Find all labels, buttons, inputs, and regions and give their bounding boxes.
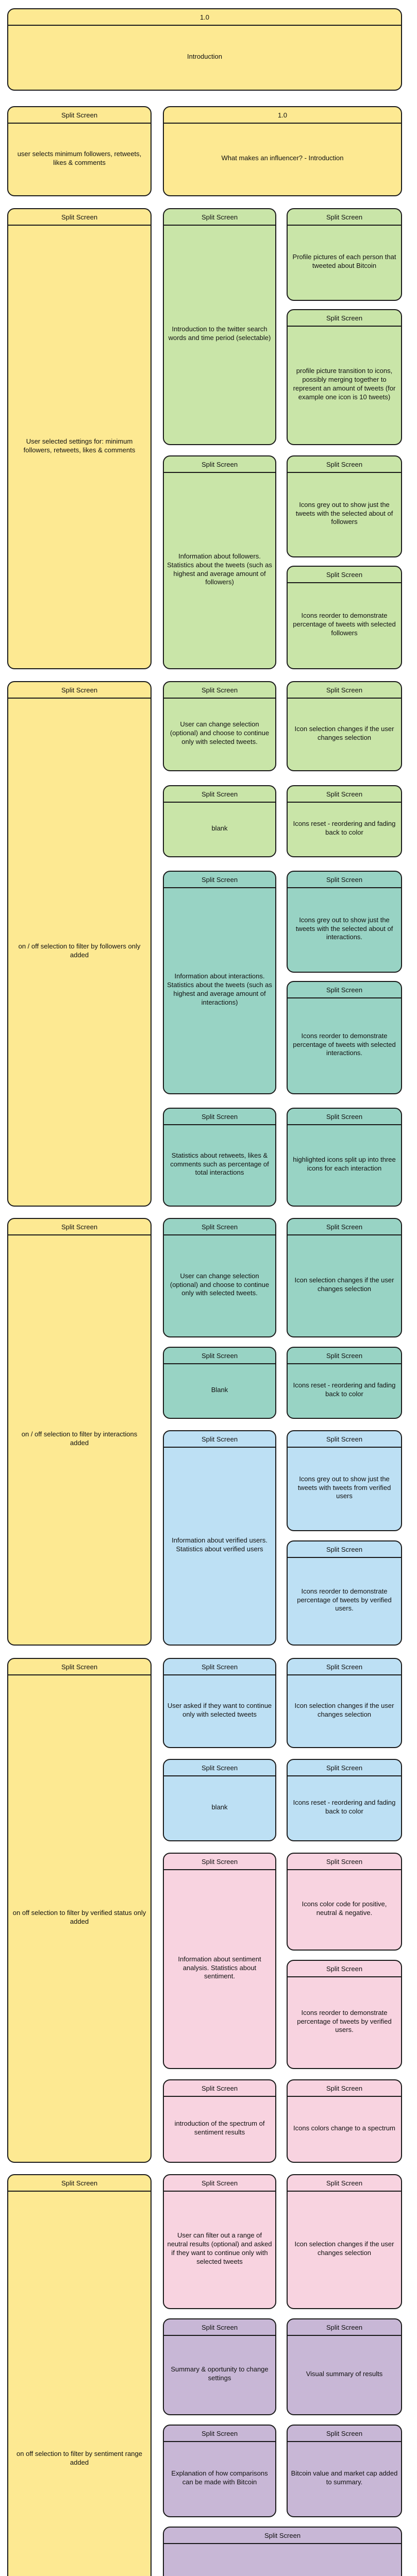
s2-cell-0-text: Introduction to the twitter search words and time period (selectable) xyxy=(168,325,271,342)
split-screen-header: Split Screen xyxy=(164,2528,401,2544)
s5-cell-3 xyxy=(287,1759,402,1841)
split-screen-header: Split Screen xyxy=(164,1659,275,1675)
s5-cell-2 xyxy=(163,1759,276,1841)
s2-cell-3-text: Information about followers. Statistics about the tweets (such as highest and average amount of followers) xyxy=(167,552,272,586)
split-screen-header: Split Screen xyxy=(164,2319,275,2336)
s6-left-panel xyxy=(7,2174,152,2576)
s3-cell-0 xyxy=(163,681,276,771)
split-screen-header: Split Screen xyxy=(164,872,275,888)
split-screen-header: Split Screen xyxy=(164,2080,275,2097)
split-screen-header: Split Screen xyxy=(164,1109,275,1125)
s2-cell-2 xyxy=(287,309,402,445)
s2-cell-4-text: Icons grey out to show just the tweets with the selected about of followers xyxy=(295,500,393,526)
s5-cell-6-text: Icons reorder to demonstrate percentage of tweets by verified users. xyxy=(297,2008,392,2034)
s6-cell-2 xyxy=(163,2318,276,2415)
s3-cell-0-text: User can change selection (optional) and choose to continue only with selected tweets. xyxy=(170,720,270,745)
version-header: 1.0 xyxy=(164,107,401,124)
s5-cell-0 xyxy=(163,1658,276,1748)
s2-cell-5-text: Icons reorder to demonstrate percentage of tweets with selected followers xyxy=(293,612,396,637)
split-screen-header: Split Screen xyxy=(288,1109,401,1125)
split-screen-header: Split Screen xyxy=(288,982,401,998)
s5-cell-8-text: Icons colors change to a spectrum xyxy=(293,2124,395,2132)
intro-box xyxy=(7,8,402,91)
s3-cell-1 xyxy=(287,681,402,771)
s4-cell-4-text: Information about verified users. Statistics about verified users xyxy=(172,1536,268,1553)
s6-cell-0-text: User can filter out a range of neutral results (optional) and asked if they want to continue only with selected tweets xyxy=(167,2231,272,2265)
split-screen-header: Split Screen xyxy=(288,1961,401,1977)
split-screen-header: Split Screen xyxy=(164,456,275,473)
version-header: 1.0 xyxy=(8,9,401,26)
s4-cell-0 xyxy=(163,1218,276,1337)
s5-cell-7 xyxy=(163,2079,276,2163)
s1-left-text: user selects minimum followers, retweets, likes & comments xyxy=(17,149,142,166)
s4-cell-4 xyxy=(163,1430,276,1646)
split-screen-header: Split Screen xyxy=(8,209,151,226)
s6-cell-6-text xyxy=(167,2544,398,2576)
s5-cell-1 xyxy=(287,1658,402,1748)
split-screen-header: Split Screen xyxy=(164,2426,275,2442)
s4-cell-5-text: Icons grey out to show just the tweets with tweets from verified users xyxy=(297,1475,391,1500)
split-screen-header: Split Screen xyxy=(164,1431,275,1448)
s3-cell-8-text: highlighted icons split up into three icons for each interaction xyxy=(293,1156,396,1172)
intro-title: Introduction xyxy=(187,52,222,60)
s3-cell-4-text: Information about interactions. Statistics about the tweets (such as highest and average amount of interactions) xyxy=(167,972,272,1006)
s5-cell-7-text: introduction of the spectrum of sentiment results xyxy=(174,2120,265,2136)
s4-cell-0-text: User can change selection (optional) and choose to continue only with selected tweets. xyxy=(170,1272,270,1297)
s5-cell-0-text: User asked if they want to continue only with selected tweets xyxy=(167,1701,272,1718)
split-screen-header: Split Screen xyxy=(8,1659,151,1675)
split-screen-header: Split Screen xyxy=(288,1854,401,1870)
split-screen-header: Split Screen xyxy=(288,1219,401,1235)
split-screen-header: Split Screen xyxy=(164,2175,275,2192)
split-screen-header: Split Screen xyxy=(164,786,275,803)
split-screen-header: Split Screen xyxy=(8,2175,151,2192)
s5-cell-6 xyxy=(287,1960,402,2069)
split-screen-header: Split Screen xyxy=(164,1219,275,1235)
s3-cell-1-text: Icon selection changes if the user changes selection xyxy=(294,724,394,741)
split-screen-header: Split Screen xyxy=(8,107,151,124)
s5-cell-4 xyxy=(163,1853,276,2069)
s2-cell-4 xyxy=(287,455,402,557)
s5-cell-2-text: blank xyxy=(211,1803,228,1811)
s5-cell-8 xyxy=(287,2079,402,2163)
s6-cell-3 xyxy=(287,2318,402,2415)
split-screen-header: Split Screen xyxy=(288,2080,401,2097)
s6-cell-6 xyxy=(163,2527,402,2576)
split-screen-header: Split Screen xyxy=(288,2426,401,2442)
s3-cell-8 xyxy=(287,1108,402,1207)
s6-cell-5-text: Bitcoin value and market cap added to summary. xyxy=(291,2469,398,2486)
s5-cell-4-text: Information about sentiment analysis. Statistics about sentiment. xyxy=(178,1955,261,1980)
split-screen-header: Split Screen xyxy=(288,310,401,327)
split-screen-header: Split Screen xyxy=(288,1348,401,1364)
s6-cell-4-text: Explanation of how comparisons can be made with Bitcoin xyxy=(171,2469,268,2486)
split-screen-header: Split Screen xyxy=(288,682,401,699)
s1-intro-box xyxy=(163,106,402,196)
s3-cell-5-text: Icons grey out to show just the tweets with the selected about of interactions. xyxy=(295,916,393,941)
s2-cell-2-text: profile picture transition to icons, possibly merging together to represent an amount of tweets (for example one icon is 10 tweets) xyxy=(293,367,396,401)
s3-cell-3-text: Icons reset - reordering and fading back to color xyxy=(293,820,396,836)
s3-cell-6-text: Icons reorder to demonstrate percentage of tweets with selected interactions. xyxy=(293,1031,396,1057)
s5-cell-3-text: Icons reset - reordering and fading back to color xyxy=(293,1799,396,1815)
s3-cell-7 xyxy=(163,1108,276,1207)
s2-left-panel xyxy=(7,208,152,669)
split-screen-header: Split Screen xyxy=(288,1431,401,1448)
split-screen-header: Split Screen xyxy=(8,1219,151,1235)
split-screen-header: Split Screen xyxy=(288,2175,401,2192)
s3-cell-5 xyxy=(287,871,402,973)
s3-cell-2-text: blank xyxy=(211,824,228,832)
s4-left-text: on / off selection to filter by interactions added xyxy=(21,1430,138,1447)
s4-cell-3-text: Icons reset - reordering and fading back to color xyxy=(293,1381,396,1398)
s6-cell-2-text: Summary & oportunity to change settings xyxy=(171,2365,269,2382)
split-screen-header: Split Screen xyxy=(8,682,151,699)
s6-cell-1-text: Icon selection changes if the user changes selection xyxy=(294,2240,394,2257)
s2-cell-3 xyxy=(163,455,276,669)
split-screen-header: Split Screen xyxy=(164,1854,275,1870)
split-screen-header: Split Screen xyxy=(164,1348,275,1364)
s1-intro-title: What makes an influencer? - Introduction xyxy=(221,154,344,162)
s4-cell-2 xyxy=(163,1347,276,1419)
split-screen-header: Split Screen xyxy=(164,682,275,699)
split-screen-header: Split Screen xyxy=(288,872,401,888)
s4-cell-1 xyxy=(287,1218,402,1337)
split-screen-header: Split Screen xyxy=(288,209,401,226)
s4-cell-6 xyxy=(287,1540,402,1646)
s4-cell-1-text: Icon selection changes if the user changes selection xyxy=(294,1276,394,1293)
s3-cell-2 xyxy=(163,785,276,857)
s2-cell-1 xyxy=(287,208,402,301)
s2-cell-5 xyxy=(287,566,402,669)
s6-cell-1 xyxy=(287,2174,402,2309)
s3-cell-4 xyxy=(163,871,276,1094)
s4-cell-6-text: Icons reorder to demonstrate percentage of tweets by verified users. xyxy=(297,1587,392,1613)
s2-cell-0 xyxy=(163,208,276,445)
s5-cell-5 xyxy=(287,1853,402,1951)
split-screen-header: Split Screen xyxy=(288,2319,401,2336)
s5-cell-1-text: Icon selection changes if the user changes selection xyxy=(294,1701,394,1718)
s4-cell-5 xyxy=(287,1430,402,1531)
s4-cell-2-text: Blank xyxy=(211,1385,228,1394)
s5-left-panel xyxy=(7,1658,152,2163)
s6-left-text: on off selection to filter by sentiment range added xyxy=(16,2449,142,2466)
s6-cell-5 xyxy=(287,2425,402,2517)
s4-left-panel xyxy=(7,1218,152,1646)
s3-left-text: on / off selection to filter by followers only added xyxy=(18,942,141,959)
s2-cell-1-text: Profile pictures of each person that tweeted about Bitcoin xyxy=(292,253,396,269)
s6-cell-0 xyxy=(163,2174,276,2309)
split-screen-header: Split Screen xyxy=(288,567,401,583)
s3-cell-7-text: Statistics about retweets, likes & comments such as percentage of total interactions xyxy=(170,1151,269,1177)
split-screen-header: Split Screen xyxy=(164,209,275,226)
split-screen-header: Split Screen xyxy=(288,1541,401,1558)
s6-cell-4 xyxy=(163,2425,276,2517)
s3-cell-6 xyxy=(287,981,402,1094)
split-screen-header: Split Screen xyxy=(288,1760,401,1776)
split-screen-header: Split Screen xyxy=(288,786,401,803)
s1-left-panel xyxy=(7,106,152,196)
split-screen-header: Split Screen xyxy=(288,1659,401,1675)
split-screen-header: Split Screen xyxy=(288,456,401,473)
s6-cell-3-text: Visual summary of results xyxy=(306,2369,383,2378)
s2-left-text: User selected settings for: minimum followers, retweets, likes & comments xyxy=(23,437,136,454)
s3-cell-3 xyxy=(287,785,402,857)
s5-left-text: on off selection to filter by verified status only added xyxy=(12,1909,146,1925)
s4-cell-3 xyxy=(287,1347,402,1419)
s5-cell-5-text: Icons color code for positive, neutral & negative. xyxy=(302,1900,387,1917)
split-screen-header: Split Screen xyxy=(164,1760,275,1776)
s3-left-panel xyxy=(7,681,152,1207)
